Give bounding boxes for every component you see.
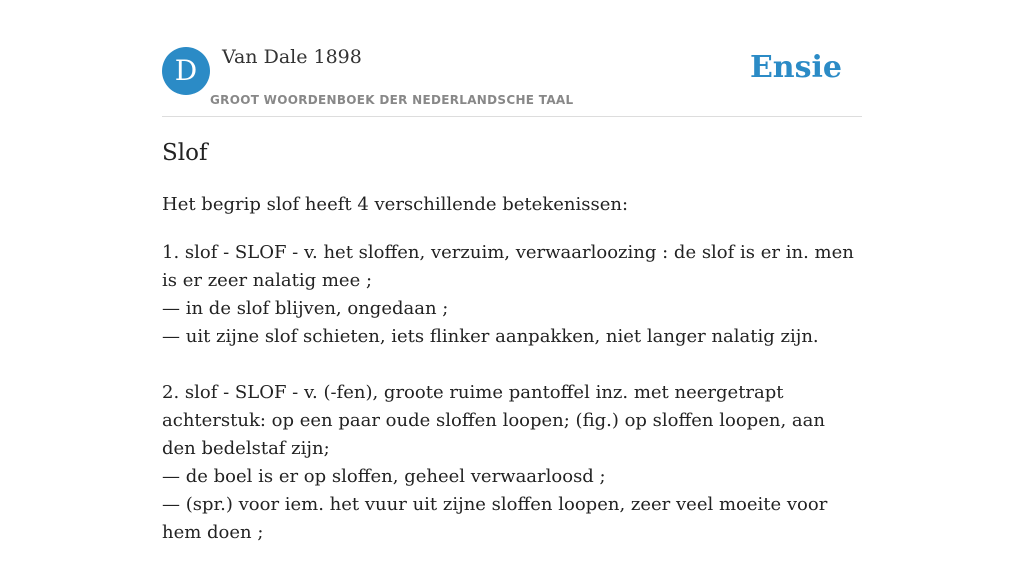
entry-intro: Het begrip slof heeft 4 verschillende betekenissen: bbox=[162, 194, 629, 215]
definition-2 bbox=[162, 379, 862, 547]
definition-line: — (spr.) voor iem. het vuur uit zijne sloffen loopen, zeer veel moeite voor hem doen ; bbox=[162, 494, 828, 543]
definition-line: — de boel is er op sloffen, geheel verwaarloosd ; bbox=[162, 466, 606, 487]
definition-1 bbox=[162, 239, 862, 351]
definition-line: 1. slof - SLOF - v. het sloffen, verzuim, verwaarloozing : de slof is er in. men is er zeer nalatig mee ; bbox=[162, 242, 854, 291]
dictionary-subtitle: GROOT WOORDENBOEK DER NEDERLANDSCHE TAAL bbox=[210, 93, 574, 107]
definition-line: — uit zijne slof schieten, iets flinker aanpakken, niet langer nalatig zijn. bbox=[162, 326, 819, 347]
page-container bbox=[162, 0, 862, 543]
dictionary-header bbox=[162, 0, 862, 117]
definition-line: 2. slof - SLOF - v. (-fen), groote ruime pantoffel inz. met neergetrapt achterstuk: op een paar oude sloffen loopen; (fig.) op sloffen loopen, aan den bedelstaf zijn; bbox=[162, 382, 825, 459]
dictionary-logo-icon[interactable]: D bbox=[162, 47, 210, 95]
definition-line: — in de slof blijven, ongedaan ; bbox=[162, 298, 449, 319]
definitions-list bbox=[162, 239, 862, 575]
ensie-logo[interactable]: Ensie bbox=[749, 50, 842, 85]
entry-term: Slof bbox=[162, 140, 208, 166]
dictionary-title[interactable]: Van Dale 1898 bbox=[222, 46, 362, 68]
